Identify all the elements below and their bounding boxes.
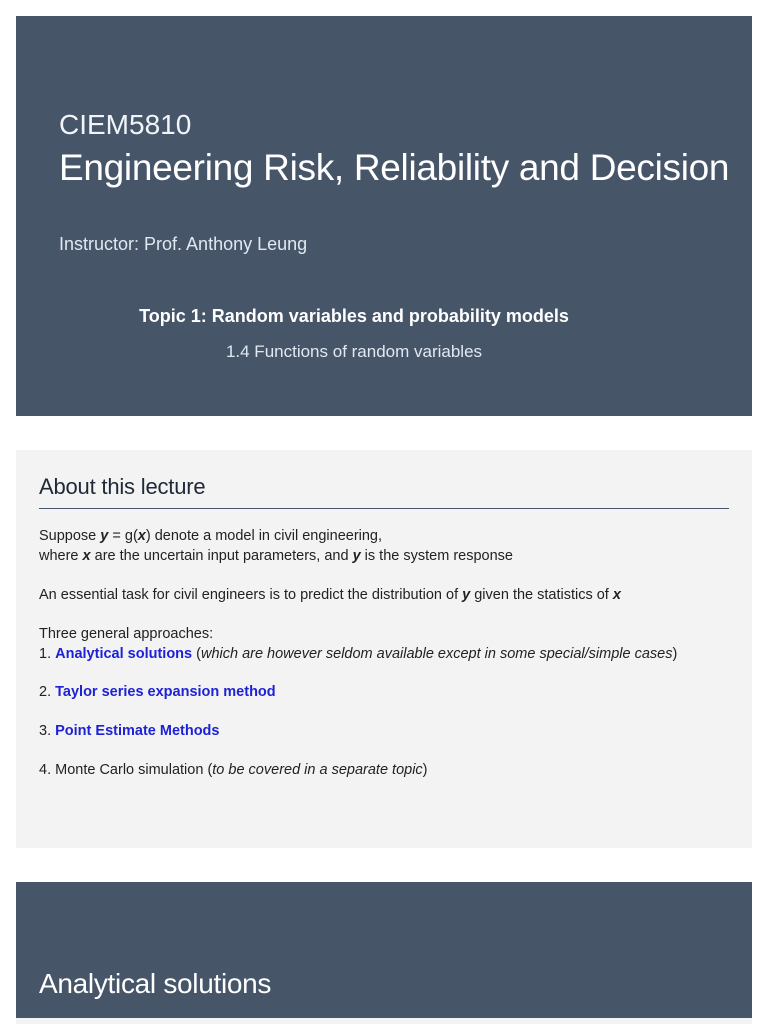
instructor-line: Instructor: Prof. Anthony Leung bbox=[59, 234, 308, 254]
analytical-solutions-label: Analytical solutions bbox=[55, 646, 193, 662]
task-line: An essential task for civil engineers is to predict the distribution of y given the statistics of x bbox=[39, 587, 621, 603]
title-divider bbox=[39, 508, 729, 509]
about-lecture-slide bbox=[16, 450, 752, 848]
approaches-heading: Three general approaches: bbox=[39, 626, 214, 642]
course-title: Engineering Risk, Reliability and Decision bbox=[59, 147, 730, 188]
list-item-point-estimate: 3. Point Estimate Methods bbox=[39, 723, 220, 739]
slide-title: About this lecture bbox=[39, 474, 206, 499]
topic-heading: Topic 1: Random variables and probability models bbox=[139, 306, 569, 326]
subtopic-heading: 1.4 Functions of random variables bbox=[225, 342, 483, 361]
list-item-taylor: 2. Taylor series expansion method bbox=[39, 684, 276, 700]
next-slide-edge bbox=[16, 1018, 752, 1024]
course-code: CIEM5810 bbox=[59, 109, 192, 140]
slide-title: Analytical solutions bbox=[39, 968, 272, 999]
analytical-solutions-slide bbox=[16, 882, 752, 1024]
taylor-series-label: Taylor series expansion method bbox=[55, 684, 276, 700]
parameters-line: where x are the uncertain input parameters, and y is the system response bbox=[39, 548, 513, 564]
point-estimate-label: Point Estimate Methods bbox=[55, 723, 220, 739]
list-item-analytical: 1. Analytical solutions (which are however seldom available except in some special/simple cases) bbox=[39, 646, 678, 662]
list-item-monte-carlo: 4. Monte Carlo simulation (to be covered in a separate topic) bbox=[39, 762, 428, 778]
model-definition-line: Suppose y = g(x) denote a model in civil engineering, bbox=[39, 528, 383, 544]
slide-body bbox=[39, 526, 739, 780]
title-slide bbox=[16, 16, 752, 416]
